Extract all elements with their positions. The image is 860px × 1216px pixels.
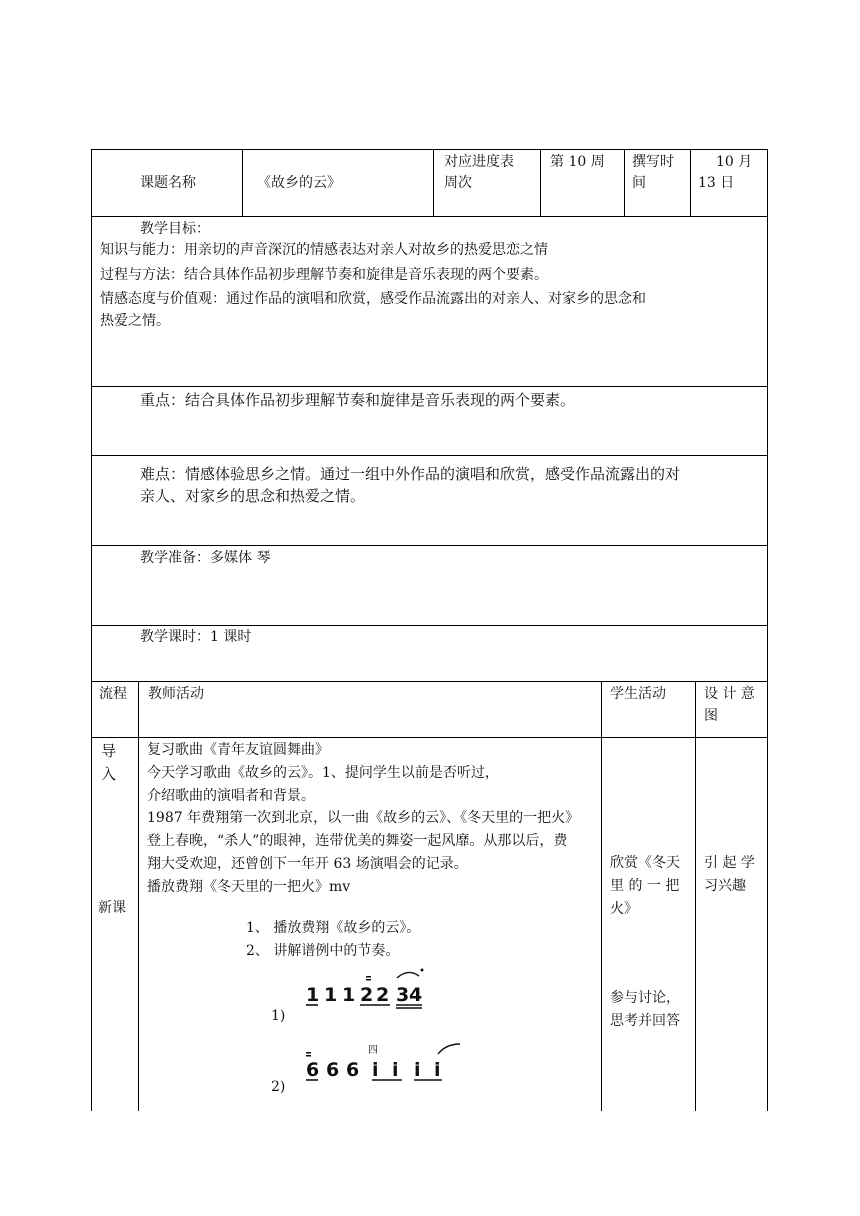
design-intent-line: 引 起 学 bbox=[704, 855, 755, 871]
date-line-1: 10 月 bbox=[716, 154, 753, 170]
process-divider-teacher bbox=[601, 681, 602, 1111]
row-divider-objectives bbox=[91, 386, 768, 387]
col-teacher-header: 教师活动 bbox=[148, 686, 204, 702]
teacher-line: 介绍歌曲的演唱者和背景。 bbox=[147, 788, 315, 804]
header-divider-4 bbox=[624, 149, 625, 216]
step-item: 2、 讲解谱例中的节奏。 bbox=[246, 943, 400, 959]
header-divider-3 bbox=[540, 149, 541, 216]
week-value: 第 10 周 bbox=[550, 154, 605, 170]
schedule-label-line-2: 周次 bbox=[444, 175, 472, 191]
teacher-line: 1987 年费翔第一次到北京，以一曲《故乡的云》、《冬天里的一把火》 bbox=[147, 810, 580, 826]
note-digit: i bbox=[414, 1059, 421, 1081]
process-divider-flow bbox=[138, 681, 139, 1111]
student-activity-line: 里 的 一 把 bbox=[610, 878, 680, 894]
fermata-dot bbox=[421, 969, 424, 972]
process-divider-student bbox=[695, 681, 696, 1111]
step-item: 1、 播放费翔《故乡的云》。 bbox=[246, 920, 421, 936]
header-divider-1 bbox=[242, 149, 243, 216]
teacher-line: 翔大受欢迎，还曾创下一年开 63 场演唱会的记录。 bbox=[147, 856, 468, 872]
row-divider-preparation bbox=[91, 625, 768, 626]
note-digit: i bbox=[392, 1059, 399, 1081]
note-digit: 2 bbox=[360, 984, 374, 1006]
col-student-header: 学生活动 bbox=[610, 686, 666, 702]
note-digit: 6 bbox=[306, 1059, 320, 1081]
course-label: 课题名称 bbox=[140, 175, 196, 191]
teacher-line: 登上春晚，“杀人”的眼神，连带优美的舞姿一起风靡。从那以后，费 bbox=[147, 833, 568, 849]
student-activity-line: 参与讨论， bbox=[610, 990, 680, 1006]
note-mark: 四 bbox=[368, 1045, 378, 1056]
student-activity-line: 思考并回答 bbox=[610, 1013, 680, 1029]
flow-intro-line-2: 入 bbox=[101, 765, 117, 783]
course-title: 《故乡的云》 bbox=[257, 175, 341, 191]
objective-process: 过程与方法：结合具体作品初步理解节奏和旋律是音乐表现的两个要素。 bbox=[100, 267, 548, 283]
row-divider-key-point bbox=[91, 455, 768, 456]
row-divider-header bbox=[91, 216, 768, 217]
note-digit: 6 bbox=[326, 1059, 340, 1081]
author-label-line-1: 撰写时 bbox=[632, 154, 674, 170]
slur-mark bbox=[397, 972, 419, 978]
design-intent-line: 习兴趣 bbox=[704, 878, 746, 894]
example-1-label: 1) bbox=[271, 1008, 286, 1024]
table-border-top bbox=[91, 149, 768, 150]
flow-new-lesson: 新课 bbox=[98, 900, 126, 916]
slur-mark bbox=[438, 1044, 460, 1054]
row-divider-difficulty bbox=[91, 545, 768, 546]
table-border-right bbox=[767, 149, 768, 1111]
teacher-line: 今天学习歌曲《故乡的云》。1、提问学生以前是否听过， bbox=[147, 765, 499, 781]
author-label-line-2: 间 bbox=[632, 175, 646, 191]
date-line-2: 13 日 bbox=[698, 175, 735, 191]
preparation: 教学准备：多媒体 琴 bbox=[140, 550, 271, 566]
note-digit: 4 bbox=[409, 984, 423, 1006]
col-design-header-line-2: 图 bbox=[704, 708, 718, 724]
col-flow-header: 流程 bbox=[99, 686, 127, 702]
note-digit: 2 bbox=[376, 984, 390, 1006]
schedule-label-line-1: 对应进度表 bbox=[444, 154, 514, 170]
teacher-line: 复习歌曲《青年友谊圆舞曲》 bbox=[147, 742, 329, 758]
teacher-line: 播放费翔《冬天里的一把火》mv bbox=[147, 879, 351, 895]
header-divider-5 bbox=[690, 149, 691, 216]
note-digit: 6 bbox=[346, 1059, 360, 1081]
note-digit: i bbox=[372, 1059, 379, 1081]
flow-intro-line-1: 导 bbox=[101, 742, 117, 760]
note-digit: i bbox=[434, 1059, 441, 1081]
objectives-heading: 教学目标： bbox=[140, 221, 210, 237]
table-border-left bbox=[91, 149, 92, 1111]
objective-attitude-line-1: 情感态度与价值观：通过作品的演唱和欣赏，感受作品流露出的对亲人、对家乡的思念和 bbox=[100, 291, 646, 307]
example-2-label: 2) bbox=[271, 1079, 286, 1095]
row-divider-hours bbox=[91, 681, 768, 682]
note-digit: 1 bbox=[324, 984, 338, 1006]
objective-knowledge: 知识与能力：用亲切的声音深沉的情感表达对亲人对故乡的热爱思恋之情 bbox=[100, 242, 548, 258]
row-divider-process-header bbox=[91, 737, 768, 738]
octave-dots bbox=[366, 976, 371, 981]
key-point: 重点：结合具体作品初步理解节奏和旋律是音乐表现的两个要素。 bbox=[140, 391, 576, 409]
note-digit: 1 bbox=[342, 984, 356, 1006]
notation-example-1 bbox=[300, 966, 430, 1012]
teaching-hours: 教学课时：1 课时 bbox=[140, 629, 252, 645]
note-digit: 3 bbox=[396, 984, 410, 1006]
student-activity-line: 欣赏《冬天 bbox=[610, 855, 680, 871]
objective-attitude-line-2: 热爱之情。 bbox=[100, 313, 170, 329]
note-digit: 1 bbox=[306, 984, 320, 1006]
header-divider-2 bbox=[433, 149, 434, 216]
difficulty-line-1: 难点：情感体验思乡之情。通过一组中外作品的演唱和欣赏，感受作品流露出的对 bbox=[140, 465, 681, 483]
difficulty-line-2: 亲人、对家乡的思念和热爱之情。 bbox=[140, 487, 366, 505]
notation-example-2 bbox=[300, 1040, 470, 1086]
col-design-header-line-1: 设 计 意 bbox=[704, 686, 755, 702]
student-activity-line: 火》 bbox=[610, 901, 638, 917]
octave-marks bbox=[306, 1052, 311, 1057]
